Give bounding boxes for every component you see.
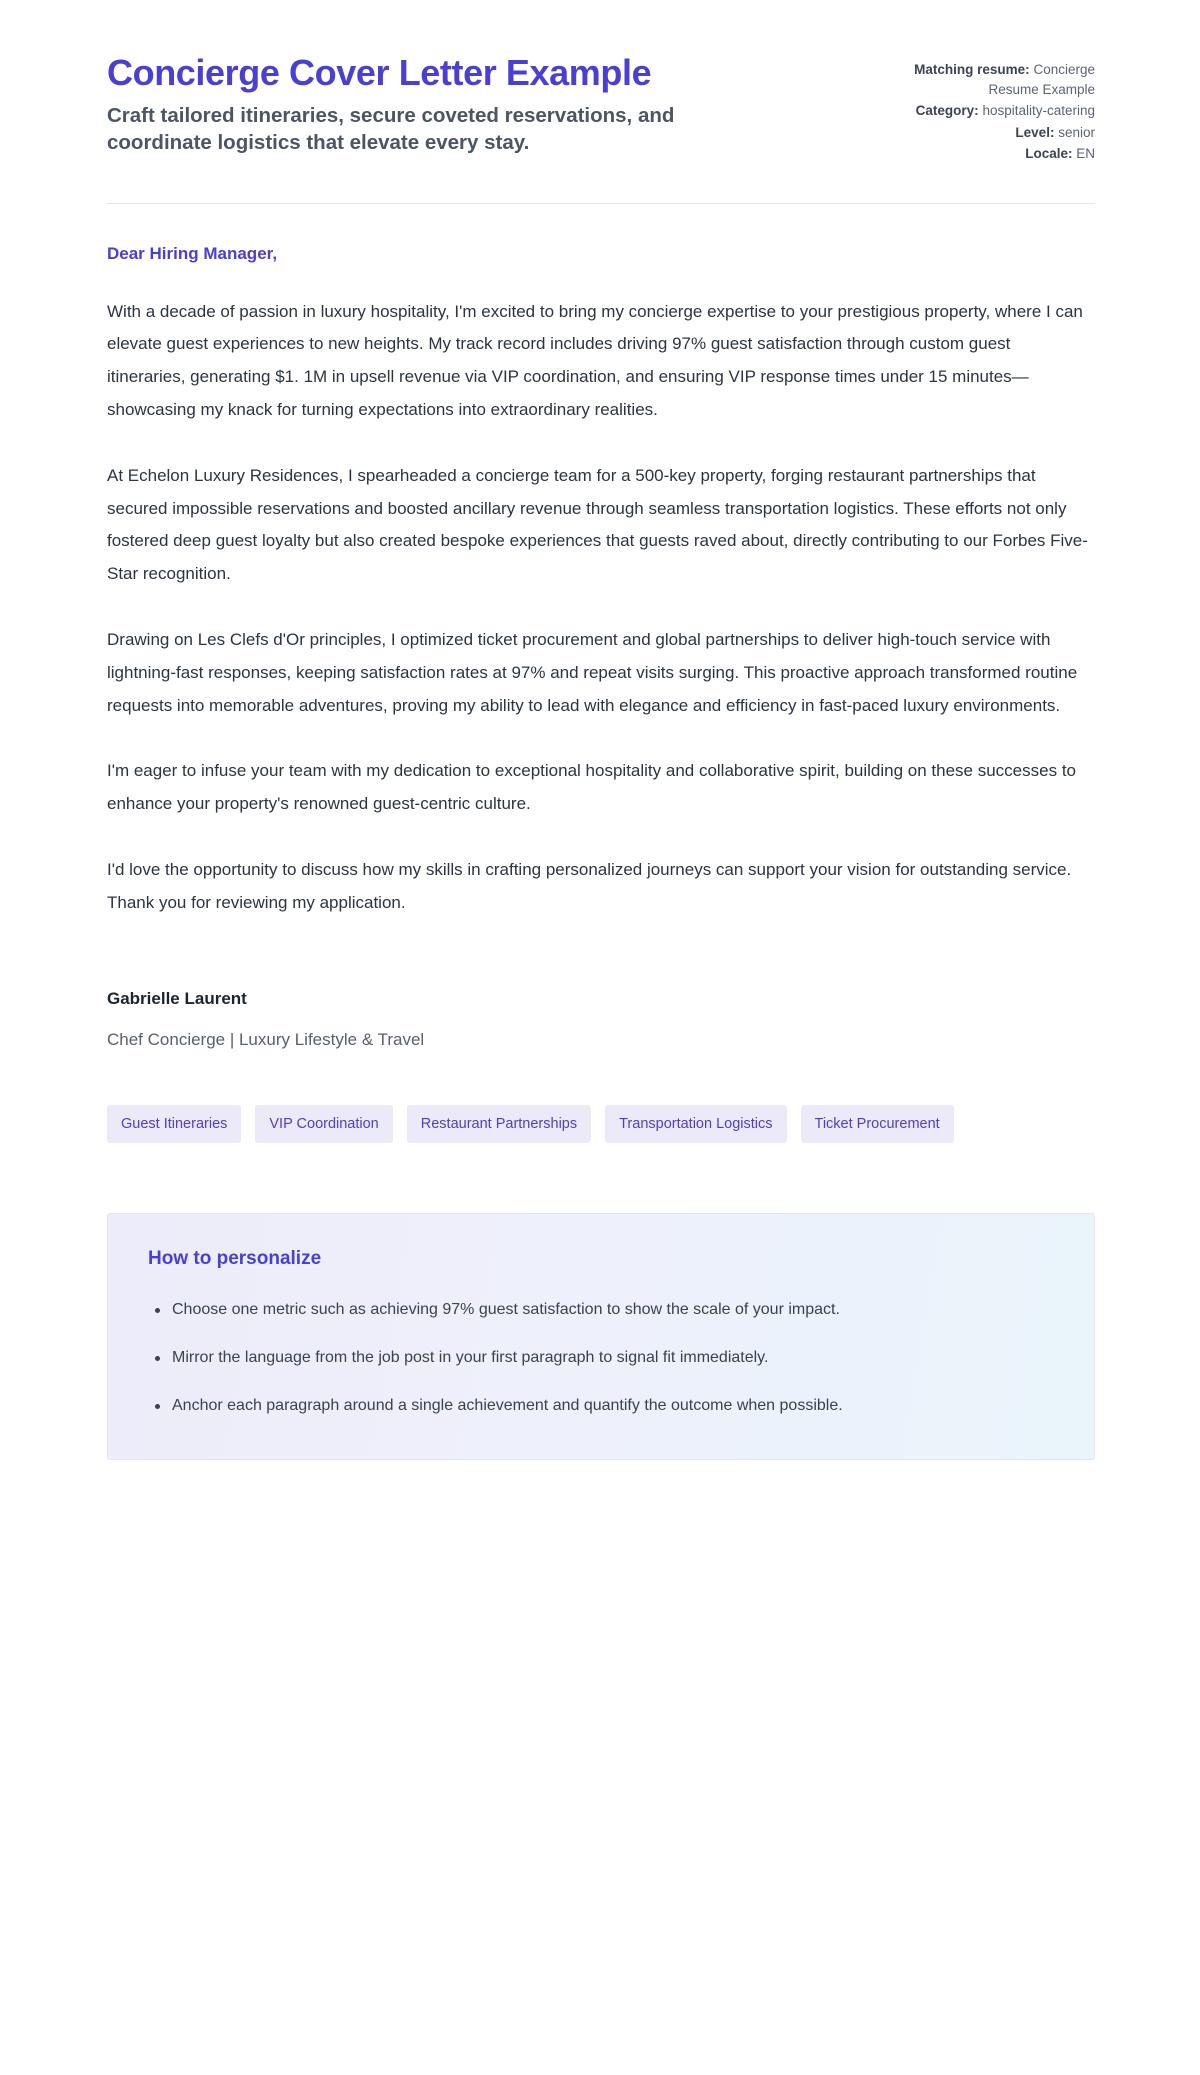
letter-paragraph: I'd love the opportunity to discuss how my skills in crafting personalized journeys can support your vision for outstanding service. Thank you for reviewing my application. bbox=[107, 859, 1072, 912]
skill-tag[interactable]: Guest Itineraries bbox=[107, 1105, 241, 1144]
meta-value-category: hospitality-catering bbox=[982, 103, 1095, 119]
meta-row-category bbox=[899, 101, 1095, 121]
meta-value-level: senior bbox=[1058, 124, 1095, 140]
callout-title: How to personalize bbox=[148, 1248, 322, 1270]
callout-tip-list bbox=[148, 1295, 1054, 1421]
meta-row-matching-resume bbox=[899, 60, 1095, 99]
signature-block bbox=[107, 986, 1095, 1053]
meta-value-matching-resume: Concierge Resume Example bbox=[988, 62, 1095, 97]
meta-label-matching-resume: Matching resume: bbox=[914, 62, 1030, 77]
skill-tag[interactable]: VIP Coordination bbox=[255, 1105, 392, 1144]
letter-paragraph: With a decade of passion in luxury hospitality, I'm excited to bring my concierge expertise to your prestigious property, where I can elevate guest experiences to new heights. My track record includes driving 97% guest satisfaction through custom guest itineraries, generating $1. 1M in upsell revenue via VIP coordination, and ensuring VIP response times under 15 minutes—showcasing my knack for turning expectations into extraordinary realities. bbox=[107, 301, 1083, 419]
signature-name: Gabrielle Laurent bbox=[107, 988, 247, 1008]
skill-tag[interactable]: Ticket Procurement bbox=[801, 1105, 954, 1144]
letter-paragraph: At Echelon Luxury Residences, I spearheaded a concierge team for a 500-key property, forging restaurant partnerships that secured impossible reservations and boosted ancillary revenue through seamless transportation logistics. These efforts not only fostered deep guest loyalty but also created bespoke experiences that guests raved about, directly contributing to our Forbes Five-Star recognition. bbox=[107, 465, 1088, 584]
meta-value-locale: EN bbox=[1076, 146, 1095, 162]
header-title-block bbox=[107, 52, 847, 157]
meta-label-level: Level: bbox=[1015, 124, 1055, 140]
letter-paragraph: Drawing on Les Clefs d'Or principles, I optimized ticket procurement and global partnerships to deliver high-touch service with lightning-fast responses, keeping satisfaction rates at 97% and repeat visits surging. This proactive approach transformed routine requests into memorable adventures, proving my ability to lead with elegance and efficiency in fast-paced luxury environments. bbox=[107, 629, 1078, 715]
skill-tag[interactable]: Restaurant Partnerships bbox=[407, 1105, 591, 1144]
callout-tip-item: Mirror the language from the job post in your first paragraph to signal fit immediately. bbox=[172, 1343, 1002, 1373]
meta-row-locale bbox=[899, 144, 1095, 164]
page-header bbox=[107, 52, 1095, 166]
letter-paragraph: I'm eager to infuse your team with my dedication to exceptional hospitality and collaborative spirit, building on these successes to enhance your property's renowned guest-centric culture. bbox=[107, 761, 1076, 814]
metadata-panel bbox=[899, 52, 1095, 166]
meta-row-level bbox=[899, 123, 1095, 143]
signature-role: Chef Concierge | Luxury Lifestyle & Travel bbox=[107, 1030, 425, 1050]
letter-salutation: Dear Hiring Manager, bbox=[107, 243, 278, 263]
personalize-callout bbox=[107, 1213, 1095, 1460]
page-subtitle: Craft tailored itineraries, secure coveted reservations, and coordinate logistics that elevate every stay. bbox=[107, 104, 675, 155]
callout-tip-item: Anchor each paragraph around a single achievement and quantify the outcome when possible. bbox=[172, 1391, 1002, 1421]
letter-body bbox=[107, 204, 1095, 920]
meta-label-locale: Locale: bbox=[1025, 146, 1073, 162]
callout-tip-item: Choose one metric such as achieving 97% guest satisfaction to show the scale of your impact. bbox=[172, 1295, 1002, 1325]
page-title: Concierge Cover Letter Example bbox=[107, 52, 652, 93]
skill-tag-list bbox=[107, 1105, 987, 1144]
meta-label-category: Category: bbox=[915, 103, 979, 119]
skill-tag[interactable]: Transportation Logistics bbox=[605, 1105, 786, 1144]
